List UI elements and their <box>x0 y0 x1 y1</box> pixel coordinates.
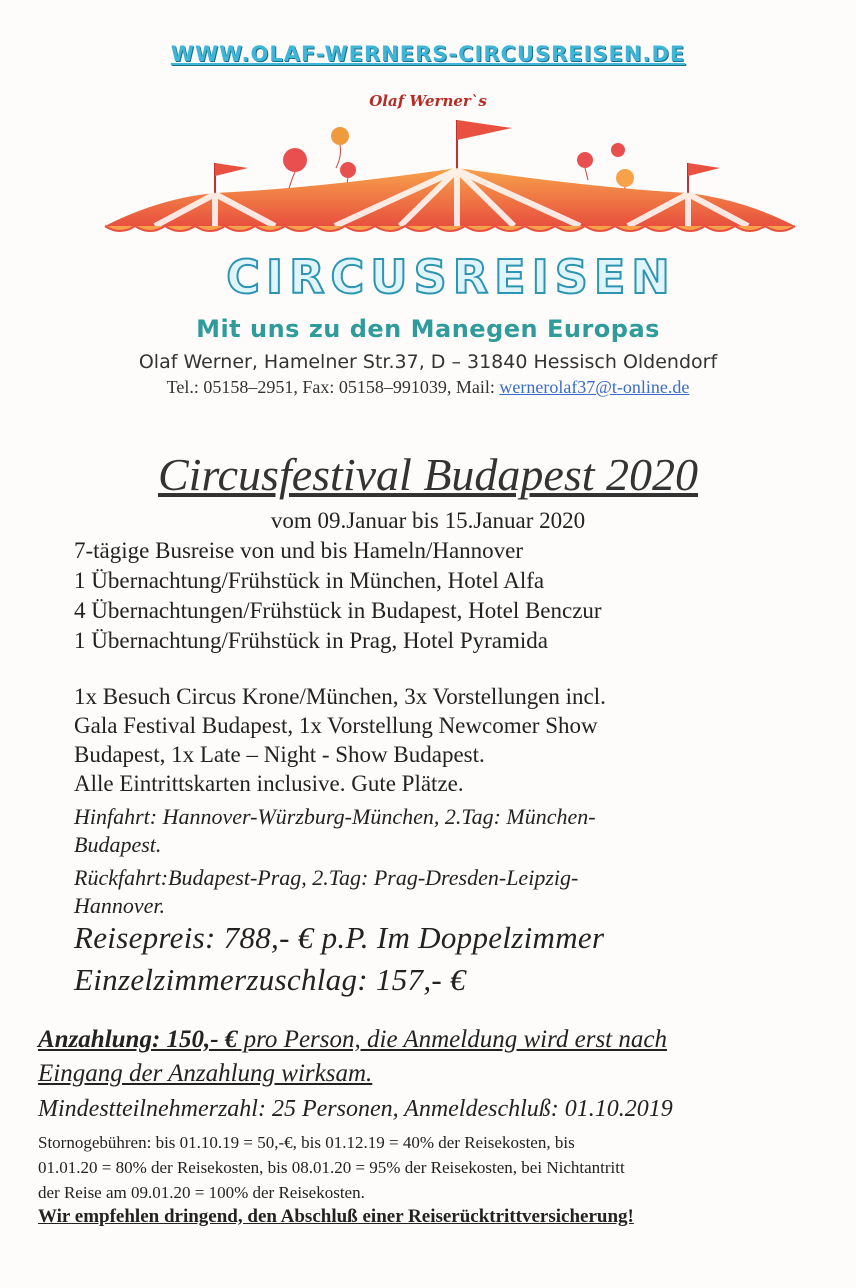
logo-title: CIRCUSREISEN <box>226 250 676 304</box>
route-line: Hinfahrt: Hannover-Würzburg-München, 2.Tag: München- <box>74 804 596 829</box>
program-line: Budapest, 1x Late – Night - Show Budapest. <box>74 742 485 767</box>
address: Olaf Werner, Hamelner Str.37, D – 31840 Hessisch Oldendorf <box>138 351 718 373</box>
deposit-line <box>38 1026 667 1054</box>
deposit-text: pro Person, die Anmeldung wird erst nach <box>237 1026 667 1053</box>
insurance-recommendation: Wir empfehlen dringend, den Abschluß einer Reiserücktrittversicherung! <box>38 1206 634 1227</box>
program-line: Alle Eintrittskarten inclusive. Gute Plätze. <box>74 771 464 796</box>
email-link[interactable]: wernerolaf37@t-online.de <box>499 377 690 397</box>
program-line: 1x Besuch Circus Krone/München, 3x Vorstellungen incl. <box>74 684 606 709</box>
event-title: Circusfestival Budapest 2020 <box>157 449 699 500</box>
single-room-supplement: Einzelzimmerzuschlag: 157,- € <box>74 962 466 997</box>
route-line: Rückfahrt:Budapest-Prag, 2.Tag: Prag-Dresden-Leipzig- <box>74 865 579 890</box>
cancellation-line: der Reise am 09.01.20 = 100% der Reisekosten. <box>38 1183 365 1202</box>
detail-line: 4 Übernachtungen/Frühstück in Budapest, Hotel Benczur <box>74 598 602 623</box>
website-url[interactable]: WWW.OLAF-WERNERS-CIRCUSREISEN.DE <box>170 42 686 66</box>
deposit-amount: Anzahlung: 150,- € <box>38 1026 238 1053</box>
contact-line <box>0 377 856 398</box>
travel-price: Reisepreis: 788,- € p.P. Im Doppelzimmer <box>74 920 605 955</box>
cancellation-line: Stornogebühren: bis 01.10.19 = 50,-€, bis 01.12.19 = 40% der Reisekosten, bis <box>38 1133 575 1152</box>
cancellation-line: 01.01.20 = 80% der Reisekosten, bis 08.01.20 = 95% der Reisekosten, bei Nichtantritt <box>38 1158 625 1177</box>
route-line: Budapest. <box>74 832 162 857</box>
event-dates: vom 09.Januar bis 15.Januar 2020 <box>270 508 586 533</box>
circus-tent-logo <box>100 108 800 243</box>
owner-script-name: Olaf Werner`s <box>369 92 487 110</box>
deposit-line-2: Eingang der Anzahlung wirksam. <box>38 1060 373 1087</box>
slogan: Mit uns zu den Manegen Europas <box>196 315 660 343</box>
detail-line: 1 Übernachtung/Frühstück in München, Hotel Alfa <box>74 568 545 593</box>
detail-line: 1 Übernachtung/Frühstück in Prag, Hotel Pyramida <box>74 628 548 653</box>
minimum-participants: Mindestteilnehmerzahl: 25 Personen, Anmeldeschluß: 01.10.2019 <box>38 1096 673 1122</box>
detail-line: 7-tägige Busreise von und bis Hameln/Hannover <box>74 538 524 563</box>
contact-phone-fax: Tel.: 05158–2951, Fax: 05158–991039, Mail: <box>166 377 500 397</box>
program-line: Gala Festival Budapest, 1x Vorstellung Newcomer Show <box>74 713 598 738</box>
route-line: Hannover. <box>74 893 166 918</box>
